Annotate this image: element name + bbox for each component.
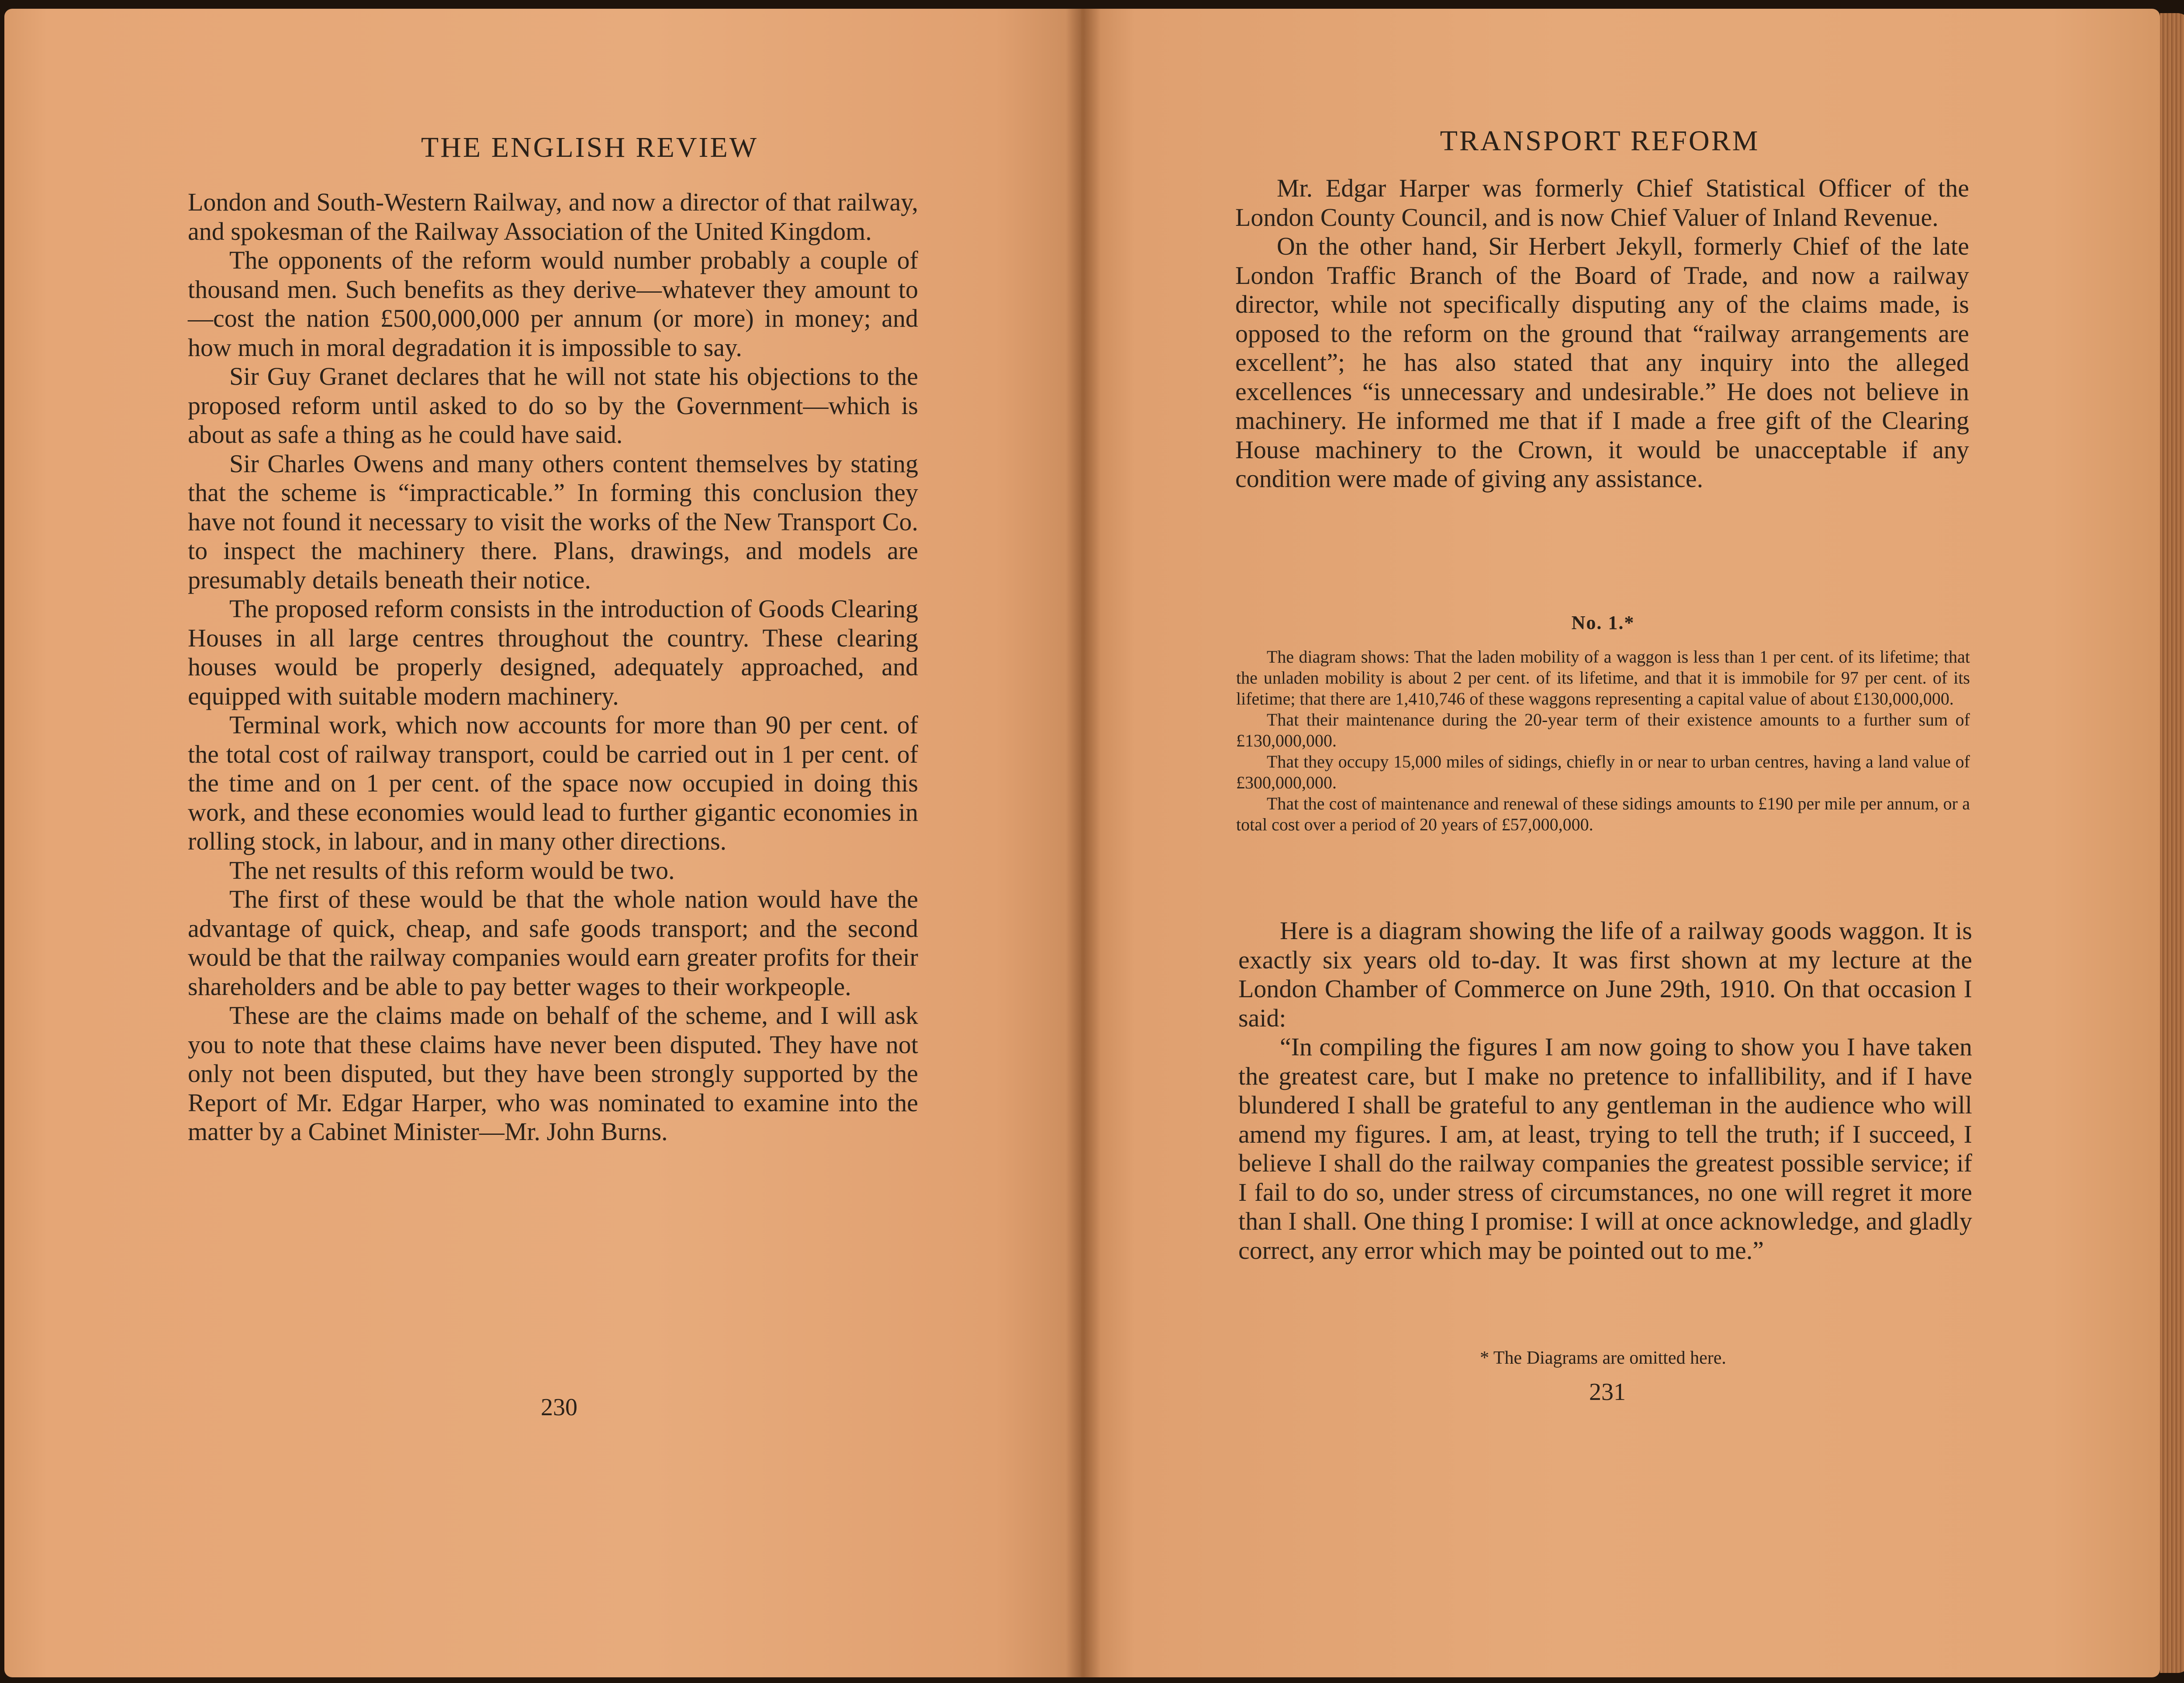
right-page-number: 231: [1589, 1379, 1626, 1406]
diagram-description: [1236, 646, 1970, 835]
diagram-paragraph: That their maintenance during the 20-year term of their existence amounts to a further sum of £130,000,000.: [1236, 710, 1970, 750]
left-paragraph: The proposed reform consists in the introduction of Goods Clearing Houses in all large centres throughout the country. These clearing houses would be properly designed, adequately approached, and equipped with suitable modern machinery.: [188, 594, 918, 710]
diagram-paragraph: That the cost of maintenance and renewal of these sidings amounts to £190 per mile per annum, or a total cost over a period of 20 years of £57,000,000.: [1236, 794, 1970, 834]
right-paragraph: Mr. Edgar Harper was formerly Chief Statistical Officer of the London County Council, and is now Chief Valuer of Inland Revenue.: [1235, 174, 1969, 232]
right-quote-paragraph: “In compiling the figures I am now going to show you I have taken the greatest care, but I make no pretence to infallibility, and if I have blundered I shall be grateful to any gentleman in the audience who will amend my figures. I am, at least, trying to tell the truth; if I succeed, I believe I shall do the railway companies the greatest possible service; if I fail to do so, under stress of circumstances, no one will regret it more than I shall. One thing I promise: I will at once acknowledge, and gladly correct, any error which may be pointed out to me.”: [1238, 1033, 1972, 1265]
left-paragraph: These are the claims made on behalf of the scheme, and I will ask you to note that these claims have never been disputed. They have not only not been disputed, but they have been strongly supported by the Report of Mr. Edgar Harper, who was nominated to examine into the matter by a Cabinet Minister—Mr. John Burns.: [188, 1001, 918, 1146]
diagram-paragraph: The diagram shows: That the laden mobility of a waggon is less than 1 per cent. of its lifetime; that the unladen mobility is about 2 per cent. of its lifetime, and that it is immobile for 97 per cent. of its lifetime; that there are 1,410,746 of these waggons representing a capital value of about £130,000,000.: [1236, 647, 1970, 708]
left-paragraph: Sir Guy Granet declares that he will not state his objections to the proposed reform until asked to do so by the Government—which is about as safe a thing as he could have said.: [188, 362, 918, 449]
right-running-head: TRANSPORT REFORM: [1440, 125, 1760, 157]
left-paragraph: London and South-Western Railway, and now a director of that railway, and spokesman of the Railway Association of the United Kingdom.: [188, 188, 918, 245]
diagram-paragraph: That they occupy 15,000 miles of sidings, chiefly in or near to urban centres, having a land value of £300,000,000.: [1236, 752, 1970, 792]
left-body: [188, 188, 918, 1147]
diagram-heading: No. 1.*: [1571, 612, 1635, 633]
left-running-head: THE ENGLISH REVIEW: [421, 131, 759, 163]
left-paragraph: Sir Charles Owens and many others content themselves by stating that the scheme is “impracticable.” In forming this conclusion they have not found it necessary to visit the works of the New Transport Co. to inspect the machinery there. Plans, drawings, and models are presumably details beneath their notice.: [188, 449, 918, 594]
footnote: * The Diagrams are omitted here.: [1480, 1348, 1726, 1368]
left-paragraph: The opponents of the reform would number probably a couple of thousand men. Such benefits as they derive—whatever they amount to—cost the nation £500,000,000 per annum (or more) in money; and how much in moral degradation it is impossible to say.: [188, 246, 918, 362]
right-body-top: [1235, 174, 1969, 494]
left-paragraph: The first of these would be that the whole nation would have the advantage of quick, cheap, and safe goods transport; and the second would be that the railway companies would earn greater profits for their shareholders and be able to pay better wages to their workpeople.: [188, 885, 918, 1001]
right-body-bottom: [1238, 916, 1972, 1265]
left-paragraph: Terminal work, which now accounts for more than 90 per cent. of the total cost of railway transport, could be carried out in 1 per cent. of the time and on 1 per cent. of the space now occupied in doing this work, and these economies would lead to further gigantic economies in rolling stock, in labour, and in many other directions.: [188, 711, 918, 855]
left-page-number: 230: [541, 1394, 577, 1421]
page-edges: [2160, 13, 2184, 1673]
book-gutter: [1066, 9, 1101, 1677]
left-paragraph: The net results of this reform would be two.: [229, 856, 675, 885]
right-paragraph: Here is a diagram showing the life of a railway goods waggon. It is exactly six years old to-day. It was first shown at my lecture at the London Chamber of Commerce on June 29th, 1910. On that occasion I said:: [1238, 916, 1972, 1032]
right-paragraph: On the other hand, Sir Herbert Jekyll, formerly Chief of the late London Traffic Branch of the Board of Trade, and now a railway director, while not specifically disputing any of the claims made, is opposed to the reform on the ground that “railway arrangements are excellent”; he has also stated that any inquiry into the alleged excellences “is unnecessary and undesirable.” He does not believe in machinery. He informed me that if I made a free gift of the Clearing House machinery to the Crown, it would be unacceptable if any condition were made of giving any assistance.: [1235, 232, 1969, 493]
